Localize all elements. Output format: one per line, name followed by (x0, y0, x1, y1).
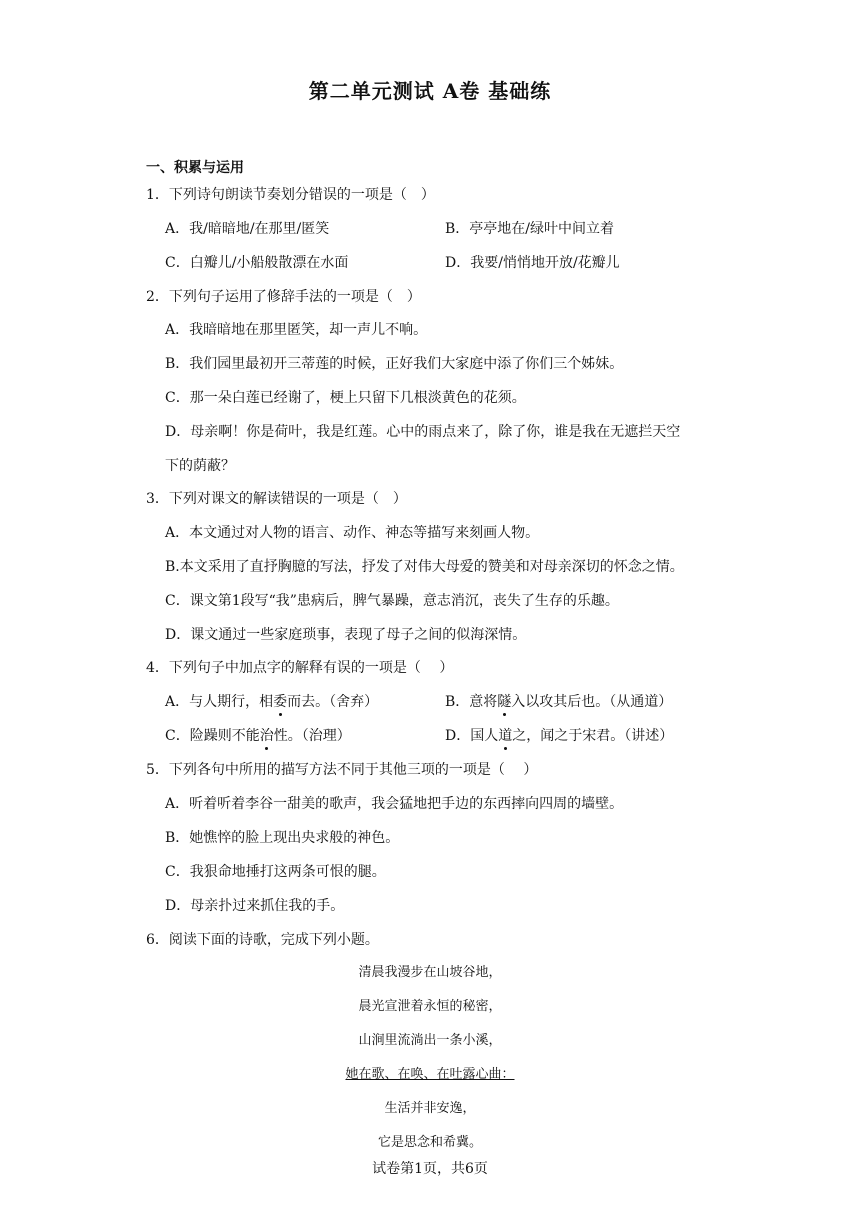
page-footer: 试卷第1页，共6页 (372, 1161, 488, 1177)
emphasized-character: 委 (273, 694, 288, 710)
poem-line: 生活并非安逸， (384, 1101, 476, 1116)
emphasized-character: 道 (498, 728, 513, 744)
question-2-option-b: B．我们园里最初开三蒂莲的时候，正好我们大家庭中添了你们三个姊妹。 (165, 356, 624, 372)
question-3-option-b: B.本文采用了直抒胸臆的写法，抒发了对伟大母爱的赞美和对母亲深切的怀念之情。 (165, 559, 684, 575)
question-5-option-d: D．母亲扑过来抓住我的手。 (165, 898, 345, 914)
option-text: B．意将 (445, 694, 498, 710)
question-4-option-b (445, 692, 672, 712)
option-text: 性。（治理） (273, 728, 351, 744)
question-4-option-a (165, 692, 378, 712)
section-heading: 一、积累与运用 (146, 160, 244, 176)
underlined-text: 她在歌、在唤、在吐露心曲： (345, 1067, 515, 1082)
question-3-option-a: A．本文通过对人物的语言、动作、神态等描写来刻画人物。 (165, 525, 540, 541)
question-1-option-a: A．我/暗暗地/在那里/匿笑 (165, 221, 330, 237)
question-2-option-d-continued: 下的荫蔽？ (165, 458, 235, 474)
exam-title: 第二单元测试 A卷 基础练 (308, 79, 552, 103)
poem-line-underlined (0, 1065, 860, 1085)
question-1-option-d: D．我要/悄悄地开放/花瓣儿 (445, 255, 620, 271)
poem-line: 它是思念和希冀。 (377, 1135, 482, 1150)
question-1-option-b: B．亭亭地在/绿叶中间立着 (445, 221, 615, 237)
poem-line: 晨光宣泄着永恒的秘密， (358, 999, 502, 1014)
question-5-stem: 5．下列各句中所用的描写方法不同于其他三项的一项是（ ） (146, 762, 538, 778)
option-text: 入以攻其后也。（从通道） (511, 694, 673, 710)
question-2-option-d: D．母亲啊！你是荷叶，我是红莲。心中的雨点来了，除了你，谁是我在无遮拦天空 (165, 424, 681, 440)
question-2-option-a: A．我暗暗地在那里匿笑，却一声儿不响。 (165, 322, 428, 338)
question-1-stem: 1．下列诗句朗读节奏划分错误的一项是（ ） (146, 187, 435, 203)
question-3-stem: 3．下列对课文的解读错误的一项是（ ） (146, 491, 407, 507)
question-3-option-d: D．课文通过一些家庭琐事，表现了母子之间的似海深情。 (165, 627, 527, 643)
option-text: C．险躁则不能 (165, 728, 260, 744)
question-5-option-c: C．我狠命地捶打这两条可恨的腿。 (165, 864, 386, 880)
option-text: 而去。（舍弃） (287, 694, 379, 710)
question-4-stem: 4．下列句子中加点字的解释有误的一项是（ ） (146, 660, 454, 676)
question-2-option-c: C．那一朵白莲已经谢了，梗上只留下几根淡黄色的花须。 (165, 390, 526, 406)
emphasized-character: 治 (259, 728, 274, 744)
question-1-option-c: C．白瓣儿/小船般散漂在水面 (165, 255, 349, 271)
question-4-option-c (165, 726, 351, 746)
emphasized-character: 隧 (497, 694, 512, 710)
option-text: A．与人期行，相 (165, 694, 274, 710)
question-6-stem: 6．阅读下面的诗歌，完成下列小题。 (146, 932, 379, 948)
option-text: 之，闻之于宋君。（讲述） (512, 728, 674, 744)
question-3-option-c: C．课文第1段写“我”患病后，脾气暴躁，意志消沉，丧失了生存的乐趣。 (165, 593, 619, 609)
option-text: D．国人 (445, 728, 499, 744)
question-5-option-a: A．听着听着李谷一甜美的歌声，我会猛地把手边的东西摔向四周的墙壁。 (165, 796, 624, 812)
poem-line: 山涧里流淌出一条小溪， (358, 1033, 502, 1048)
question-4-option-d (445, 726, 673, 746)
poem-line: 清晨我漫步在山坡谷地， (358, 965, 502, 980)
question-2-stem: 2．下列句子运用了修辞手法的一项是（ ） (146, 289, 421, 305)
question-5-option-b: B．她憔悴的脸上现出央求般的神色。 (165, 830, 400, 846)
